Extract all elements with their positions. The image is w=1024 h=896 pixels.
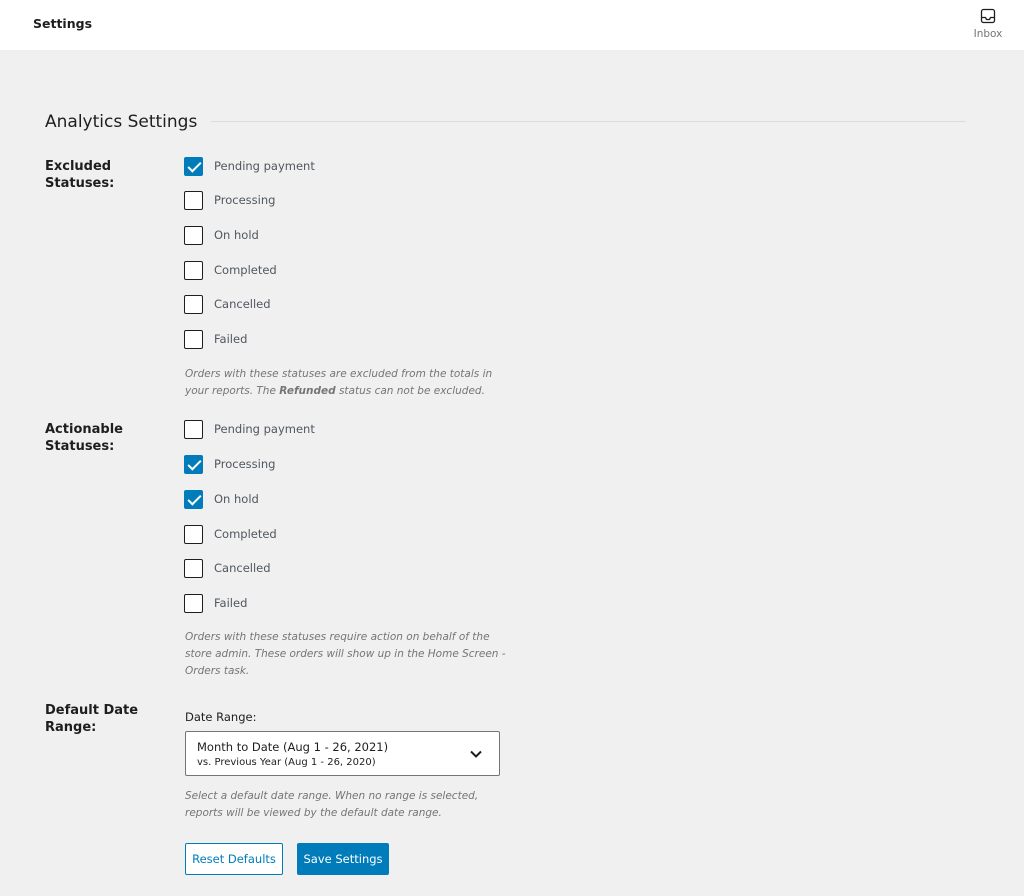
date-range-comparison: vs. Previous Year (Aug 1 - 26, 2020) (197, 757, 376, 768)
excluded-option-cancelled[interactable] (184, 294, 271, 314)
actionable-option-processing[interactable] (184, 454, 275, 474)
section-divider (211, 121, 966, 122)
checkbox[interactable] (184, 559, 203, 578)
checkbox-label: Processing (214, 193, 276, 207)
checkbox-label: Cancelled (214, 561, 271, 575)
excluded-option-processing[interactable] (184, 190, 275, 210)
excluded-option-failed[interactable] (184, 329, 247, 349)
inbox-label: Inbox (973, 28, 1003, 40)
reset-defaults-button[interactable]: Reset Defaults (185, 843, 283, 875)
page-title: Settings (33, 16, 93, 31)
checkbox-label: Failed (214, 332, 248, 346)
save-settings-button[interactable]: Save Settings (297, 843, 389, 875)
top-bar (0, 0, 1024, 50)
excluded-statuses-label: Excluded Statuses: (45, 159, 115, 191)
checkbox[interactable] (184, 455, 203, 474)
checkbox-label: Pending payment (214, 422, 315, 436)
actionable-statuses-label: Actionable Statuses: (45, 422, 123, 454)
default-date-range-label: Default Date Range: (45, 703, 139, 735)
actionable-option-pending-payment[interactable] (184, 419, 315, 439)
checkbox[interactable] (184, 420, 203, 439)
date-range-help-text: Select a default date range. When no range is selected, reports will be viewed by the default date range. (185, 790, 479, 819)
checkbox-label: Completed (214, 263, 277, 277)
actionable-option-failed[interactable] (184, 593, 247, 613)
checkbox-label: Processing (214, 457, 276, 471)
actionable-option-on-hold[interactable] (184, 489, 259, 509)
section-title: Analytics Settings (45, 112, 198, 132)
checkbox[interactable] (184, 525, 203, 544)
checkbox[interactable] (184, 594, 203, 613)
checkbox[interactable] (184, 490, 203, 509)
checkbox[interactable] (184, 157, 203, 176)
checkbox-label: On hold (214, 228, 259, 242)
checkbox[interactable] (184, 226, 203, 245)
checkbox[interactable] (184, 191, 203, 210)
actionable-option-completed[interactable] (184, 524, 277, 544)
inbox-button[interactable] (966, 6, 1010, 46)
excluded-option-completed[interactable] (184, 260, 277, 280)
inbox-icon (980, 8, 996, 24)
excluded-option-on-hold[interactable] (184, 225, 259, 245)
excluded-option-pending-payment[interactable] (184, 156, 315, 176)
checkbox[interactable] (184, 295, 203, 314)
checkbox-label: Cancelled (214, 297, 271, 311)
checkbox-label: Pending payment (214, 159, 315, 173)
checkbox[interactable] (184, 261, 203, 280)
actionable-help-text: Orders with these statuses require action on behalf of the store admin. These orders will show up in the Home Screen - Orders task. (185, 631, 506, 677)
actionable-option-cancelled[interactable] (184, 558, 271, 578)
date-range-field-label: Date Range: (185, 710, 257, 724)
checkbox-label: On hold (214, 492, 259, 506)
excluded-help-text: Orders with these statuses are excluded from the totals in your reports. The Refunded status can not be excluded. (185, 368, 493, 397)
date-range-dropdown[interactable] (185, 731, 500, 776)
chevron-down-icon (469, 747, 483, 761)
checkbox[interactable] (184, 330, 203, 349)
date-range-primary: Month to Date (Aug 1 - 26, 2021) (197, 740, 389, 754)
checkbox-label: Completed (214, 527, 277, 541)
checkbox-label: Failed (214, 596, 248, 610)
